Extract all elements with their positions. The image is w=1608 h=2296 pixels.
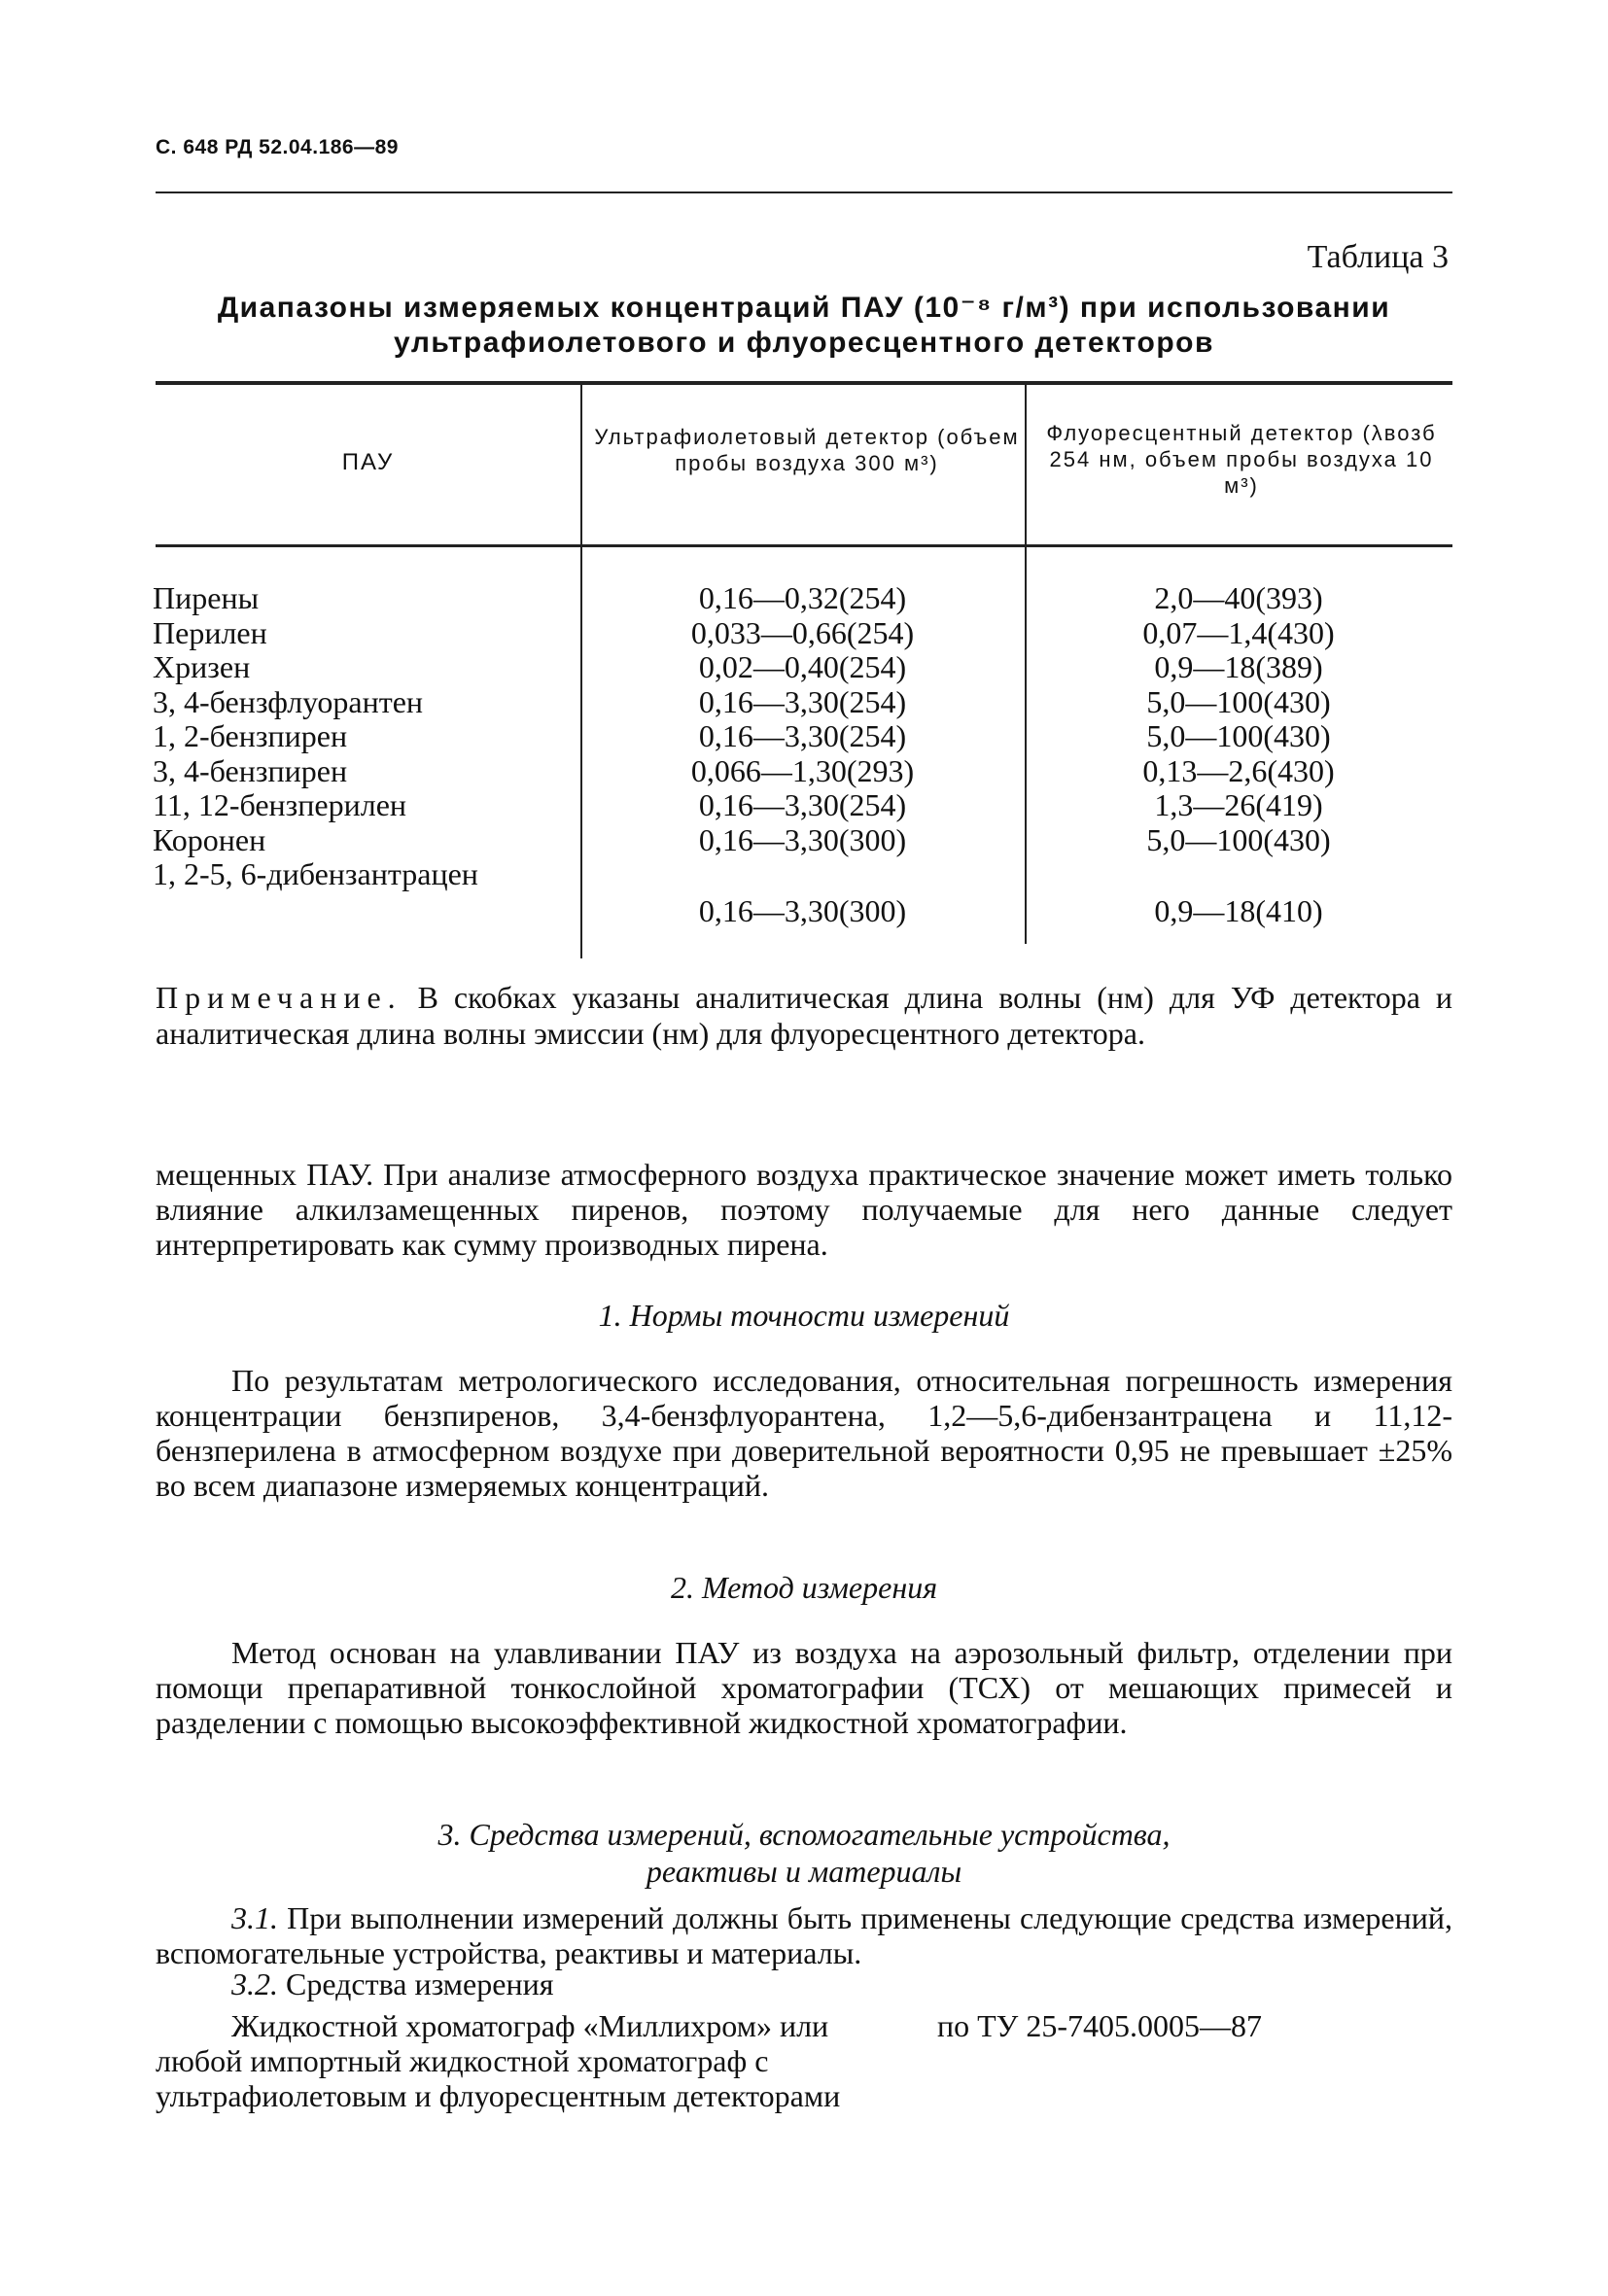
note-text: В скобках указаны аналитическая длина волны (нм) для УФ детектора и аналитическая длина волны эмиссии (нм) для флуоресцентного детектора. bbox=[156, 980, 1453, 1051]
table-cell-uv: 0,16—3,30(254) bbox=[698, 787, 907, 822]
subsection-line bbox=[231, 1966, 553, 2001]
table-row-spacer bbox=[1025, 857, 1452, 894]
table-cell-name: Перилен bbox=[153, 614, 267, 650]
table-cell-uv: 0,16—3,30(300) bbox=[698, 893, 907, 928]
table-cell-uv: 0,02—0,40(254) bbox=[698, 649, 907, 684]
column-header-pah: ПАУ bbox=[341, 449, 395, 475]
table-cell-name: Хризен bbox=[153, 649, 251, 684]
table-title-line1: Диапазоны измеряемых концентраций ПАУ (10⁻⁸ г/м³) при использовании bbox=[217, 292, 1391, 324]
table-cell-fl: 0,07—1,4(430) bbox=[1142, 614, 1335, 650]
uv-range-column bbox=[580, 581, 1025, 929]
section-heading: 2. Метод измерения bbox=[670, 1570, 938, 1605]
table-cell-fl: 5,0—100(430) bbox=[1146, 683, 1331, 719]
column-header-fluorescent: Флуоресцентный детектор (λвозб 254 нм, объем пробы воздуха 10 м³) bbox=[1046, 421, 1437, 498]
table-cell-uv: 0,16—3,30(254) bbox=[698, 683, 907, 719]
note-lead: Примечание. bbox=[156, 980, 402, 1015]
column-header-uv: Ультрафиолетовый детектор (объем пробы воздуха 300 м³) bbox=[594, 425, 1020, 475]
table-top-rule bbox=[156, 381, 1452, 385]
item-text: Средства измерения bbox=[286, 1966, 554, 2001]
device-spec: по ТУ 25-7405.0005—87 bbox=[937, 2008, 1262, 2043]
table-cell-fl: 0,13—2,6(430) bbox=[1142, 752, 1335, 788]
table-cell-fl: 0,9—18(410) bbox=[1154, 893, 1323, 928]
item-number: 3.1. bbox=[231, 1900, 278, 1935]
table-label: Таблица 3 bbox=[1307, 239, 1449, 275]
table-cell-name: Коронен bbox=[153, 821, 266, 857]
table-cell-name: 3, 4-бензфлуорантен bbox=[153, 683, 424, 719]
table-cell-fl: 5,0—100(430) bbox=[1146, 821, 1331, 857]
device-description: Жидкостной хроматограф «Миллихром» или любой импортный жидкостной хроматограф с ультрафиолетовым и флуоресцентным детекторами bbox=[156, 2008, 841, 2113]
table-cell-name: 1, 2-бензпирен bbox=[153, 718, 348, 753]
body-paragraph: мещенных ПАУ. При анализе атмосферного воздуха практическое значение может иметь только влияние алкилзамещенных пиренов, поэтому получаемые для него данные следует интерпретировать как сумму производных пирена. bbox=[156, 1157, 1452, 1262]
table-cell-fl: 1,3—26(419) bbox=[1154, 787, 1323, 822]
table-cell-uv: 0,16—3,30(254) bbox=[698, 718, 907, 753]
table-cell-uv: 0,066—1,30(293) bbox=[690, 752, 915, 788]
table-cell-name: 11, 12-бензперилен bbox=[153, 787, 407, 822]
section-heading: 1. Нормы точности измерений bbox=[598, 1298, 1010, 1333]
table-cell-name: Пирены bbox=[153, 580, 260, 615]
table-cell-fl: 5,0—100(430) bbox=[1146, 718, 1331, 753]
table-cell-fl: 2,0—40(393) bbox=[1154, 580, 1323, 615]
body-paragraph: По результатам метрологического исследования, относительная погрешность измерения концентрации бензпиренов, 3,4-бензфлуорантена, 1,2—5,6-дибензантрацена и 11,12-бензперилена в атмосферном воздухе при доверительной вероятности 0,95 не превышает ±25% во всем диапазоне измеряемых концентраций. bbox=[156, 1363, 1452, 1503]
fluorescent-range-column bbox=[1025, 581, 1452, 929]
body-paragraph bbox=[156, 1900, 1452, 1970]
table-cell-name: 1, 2-5, 6-дибензантрацен bbox=[153, 856, 478, 891]
table-row-spacer bbox=[580, 857, 1025, 894]
table-cell-fl: 0,9—18(389) bbox=[1154, 649, 1323, 684]
section-heading-line: реактивы и материалы bbox=[646, 1854, 962, 1889]
table-note bbox=[156, 980, 1452, 1052]
item-number: 3.2. bbox=[231, 1966, 278, 2001]
table-title-line2: ультрафиолетового и флуоресцентного детекторов bbox=[394, 327, 1214, 359]
body-paragraph: Метод основан на улавливании ПАУ из воздуха на аэрозольный фильтр, отделении при помощи препаративной тонкослойной хроматографии (ТСХ) от мешающих примесей и разделении с помощью высокоэффективной жидкостной хроматографии. bbox=[156, 1635, 1452, 1740]
page-header: С. 648 РД 52.04.186—89 bbox=[156, 136, 399, 158]
pah-name-column bbox=[153, 581, 478, 892]
table-cell-uv: 0,033—0,66(254) bbox=[690, 614, 915, 650]
section-heading bbox=[156, 1816, 1452, 1890]
section-heading-line: 3. Средства измерений, вспомогательные устройства, bbox=[437, 1817, 1171, 1852]
table-header-rule bbox=[156, 544, 1452, 547]
table-cell-uv: 0,16—3,30(300) bbox=[698, 821, 907, 857]
table-cell-name: 3, 4-бензпирен bbox=[153, 752, 348, 788]
item-text: При выполнении измерений должны быть применены следующие средства измерений, вспомогательные устройства, реактивы и материалы. bbox=[156, 1900, 1453, 1970]
table-cell-uv: 0,16—0,32(254) bbox=[698, 580, 907, 615]
header-rule bbox=[156, 191, 1452, 193]
